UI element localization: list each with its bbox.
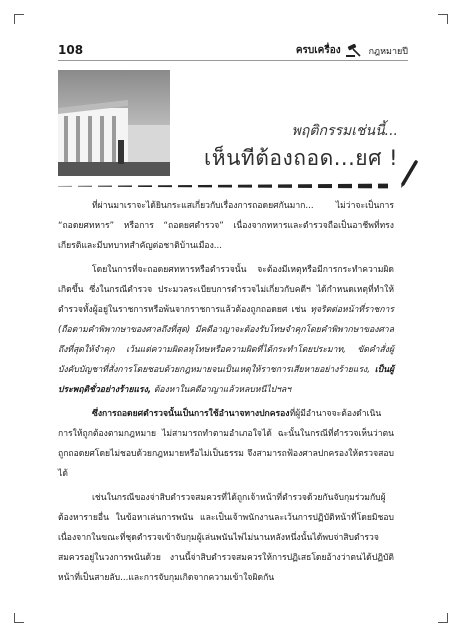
book-subtitle: กฎหมายปี bbox=[368, 46, 408, 57]
page-number: 108 bbox=[58, 43, 84, 57]
page-header bbox=[58, 40, 408, 62]
article-title: เห็นทีต้องถอด...ยศ ! bbox=[204, 146, 398, 170]
crop-mark-top-right bbox=[438, 14, 448, 24]
authority-emphasis: ถอดยศตำรวจนั้นเป็นการใช้อำนาจทางปกครอง bbox=[116, 409, 290, 419]
header-rule bbox=[58, 60, 408, 61]
grounds-emphasis: เป็นผู้ประพฤติชั่วอย่างร้ายแรง, bbox=[58, 365, 394, 395]
paragraph-case: เช่นในกรณีของจ่าสิบตำรวจสมควรที่ได้ถูกเจ้าหน้าที่ตำรวจด้วยกันจับกุมร่วมกับผู้ต้องหารายอื่น ในข้อหาเล่นการพนัน และเป็นเจ้าพนักงานละเว้นการปฏิบัติหน้าที่โดยมิชอบ เนื่องจากในขณะที่ชุดตำรวจเข้าจับกุมผู้เล่นพนันไพ่ไม่นานหลังหนึ่งนั้นได้พบจ่าสิบตำรวจสมควรอยู่ในวงการพนันด้วย งานนี้จ่าสิบตำรวจสมควรให้การปฏิเสธโดยอ้างว่าตนได้ปฏิบัติหน้าที่เป็นสายลับ...และการจับกุมเกิดจากความเข้าใจผิดกัน bbox=[58, 493, 394, 583]
paragraph-grounds bbox=[58, 260, 394, 400]
pencil-icon bbox=[398, 160, 420, 190]
building-photo bbox=[58, 70, 170, 176]
gavel-icon bbox=[345, 44, 365, 58]
book-title: ครบเครื่อง bbox=[295, 45, 341, 56]
paragraph-intro: ที่ผ่านมาเราจะได้ยินกระแสเกี่ยวกับเรื่องการถอดยศกันมาก... ไม่ว่าจะเป็นการ “ถอดยศทหาร” หรือการ “ถอดยศตำรวจ” เนื่องจากทหารและตำรวจถือเป็นอาชีพที่ทรงเกียรติและมีบทบาทสำคัญต่อชาติบ้านเมือง... bbox=[58, 201, 394, 251]
crop-mark-bottom-left bbox=[14, 613, 24, 623]
crop-mark-top-left bbox=[14, 14, 24, 24]
article-body bbox=[58, 196, 394, 592]
grounds-list: ทุจริตต่อหน้าที่ราชการ (ถือตามคำพิพากษาของศาลถึงที่สุด) มีคดีอาญาจะต้องรับโทษจำคุกโดยคำพิพากษาของศาลถึงที่สุดให้จำคุก เว้นแต่ความผิดลหุโทษหรือความผิดที่ได้กระทำโดยประมาท, ขัดคำสั่งผู้บังคับบัญชาที่สั่งการโดยชอบด้วยกฎหมายจนเป็นเหตุให้ราชการเสียหายอย่างร้ายแรง, bbox=[58, 305, 394, 375]
grounds-tail: ต้องหาในคดีอาญาแล้วหลบหนีไปฯลฯ bbox=[151, 385, 292, 395]
paragraph-authority bbox=[58, 404, 394, 484]
article-subtitle: พฤติกรรมเช่นนี้... bbox=[291, 123, 398, 139]
grounds-lead: โดยในการที่จะถอดยศทหารหรือตำรวจนั้น จะต้องมีเหตุหรือมีการกระทำความผิดเกิดขึ้น ซึ่งในกรณีตำรวจ ประมวลระเบียบการตำรวจไม่เกี่ยวกับคดีฯ ได้กำหนดเหตุที่ทำให้ตำรวจทั้งผู้อยู่ในราชการหรือพ้นจากราชการแล้วต้องถูกถอดยศ เช่น bbox=[58, 265, 394, 315]
crop-mark-bottom-right bbox=[438, 613, 448, 623]
dashed-divider bbox=[58, 182, 388, 190]
header-book-info bbox=[296, 43, 408, 58]
authority-lead: ซึ่งการ bbox=[92, 409, 117, 419]
authority-text: ที่ผู้มีอำนาจจะต้องดำเนินการให้ถูกต้องตามกฎหมาย ไม่สามารถทำตามอำเภอใจได้ ฉะนั้นในกรณีที่ตำรวจเห็นว่าตนถูกถอดยศโดยไม่ชอบด้วยกฎหมายหรือไม่เป็นธรรม จึงสามารถฟ้องศาลปกครองให้ตรวจสอบได้ bbox=[58, 409, 394, 479]
